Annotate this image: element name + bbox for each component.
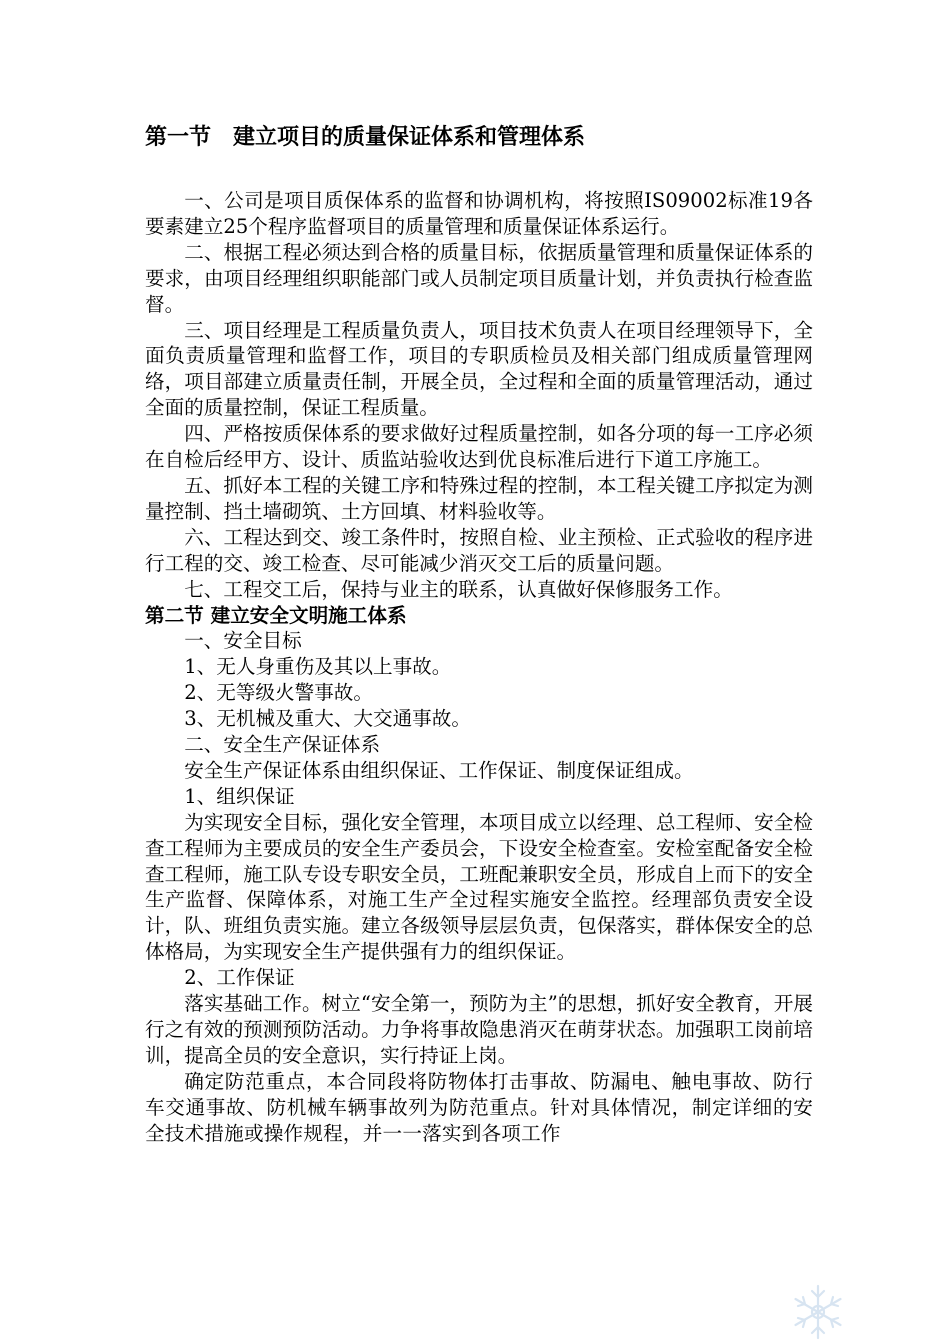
- paragraph: 安全生产保证体系由组织保证、工作保证、制度保证组成。: [184, 758, 694, 782]
- document-body: [145, 188, 813, 1147]
- paragraph: 确定防范重点，本合同段将防物体打击事故、防漏电、触电事故、防行车交通事故、防机械车辆事故列为防范重点。针对具体情况，制定详细的安全技术措施或操作规程，并一一落实到各项工作: [145, 1069, 813, 1145]
- subheading-org-guarantee: 1、组织保证: [184, 784, 295, 808]
- paragraph: 落实基础工作。树立“安全第一，预防为主”的思想，抓好安全教育，开展行之有效的预测预防活动。力争将事故隐患消灭在萌芽状态。加强职工岗前培训，提高全员的安全意识，实行持证上岗。: [145, 992, 813, 1067]
- paragraph: 为实现安全目标，强化安全管理，本项目成立以经理、总工程师、安全检查工程师为主要成员的安全生产委员会，下设安全检查室。安检室配备安全检查工程师，施工队专设专职安全员，工班配兼职安全员，形成自上而下的安全生产监督、保障体系，对施工生产全过程实施安全监控。经理部负责安全设计，队、班组负责实施。建立各级领导层层负责，包保落实，群体保安全的总体格局，为实现安全生产提供强有力的组织保证。: [145, 810, 813, 964]
- list-item: 1、无人身重伤及其以上事故。: [184, 655, 452, 679]
- paragraph: 三、项目经理是工程质量负责人，项目技术负责人在项目经理领导下，全面负责质量管理和监督工作，项目的专职质检员及相关部门组成质量管理网络，项目部建立质量责任制，开展全员，全过程和全面的质量管理活动，通过全面的质量控制，保证工程质量。: [145, 318, 813, 420]
- section1-title: 第一节 建立项目的质量保证体系和管理体系: [145, 124, 586, 150]
- list-item: 2、无等级火警事故。: [184, 681, 373, 705]
- paragraph: 一、公司是项目质保体系的监督和协调机构，将按照IS09002标准19各要素建立25个程序监督项目的质量管理和质量保证体系运行。: [145, 189, 813, 238]
- paragraph: 六、工程达到交、竣工条件时，按照自检、业主预检、正式验收的程序进行工程的交、竣工检查、尽可能减少消灭交工后的质量问题。: [145, 525, 813, 575]
- paragraph: 七、工程交工后，保持与业主的联系，认真做好保修服务工作。: [184, 577, 733, 601]
- paragraph: 五、抓好本工程的关键工序和特殊过程的控制，本工程关键工序拟定为测量控制、挡土墙砌筑、土方回填、材料验收等。: [145, 473, 813, 523]
- paragraph: 二、根据工程必须达到合格的质量目标，依据质量管理和质量保证体系的要求，由项目经理组织职能部门或人员制定项目质量计划，并负责执行检查监督。: [145, 240, 813, 316]
- subheading-safety-target: 一、安全目标: [184, 629, 302, 653]
- list-item: 3、无机械及重大、大交通事故。: [184, 707, 471, 731]
- subheading-work-guarantee: 2、工作保证: [184, 966, 295, 990]
- paragraph: 四、严格按质保体系的要求做好过程质量控制，如各分项的每一工序必须在自检后经甲方、设计、质监站验收达到优良标准后进行下道工序施工。: [145, 422, 813, 472]
- snowflake-logo-icon: [788, 1282, 848, 1342]
- section2-title: 第二节 建立安全文明施工体系: [145, 603, 407, 627]
- subheading-safety-system: 二、安全生产保证体系: [184, 733, 381, 757]
